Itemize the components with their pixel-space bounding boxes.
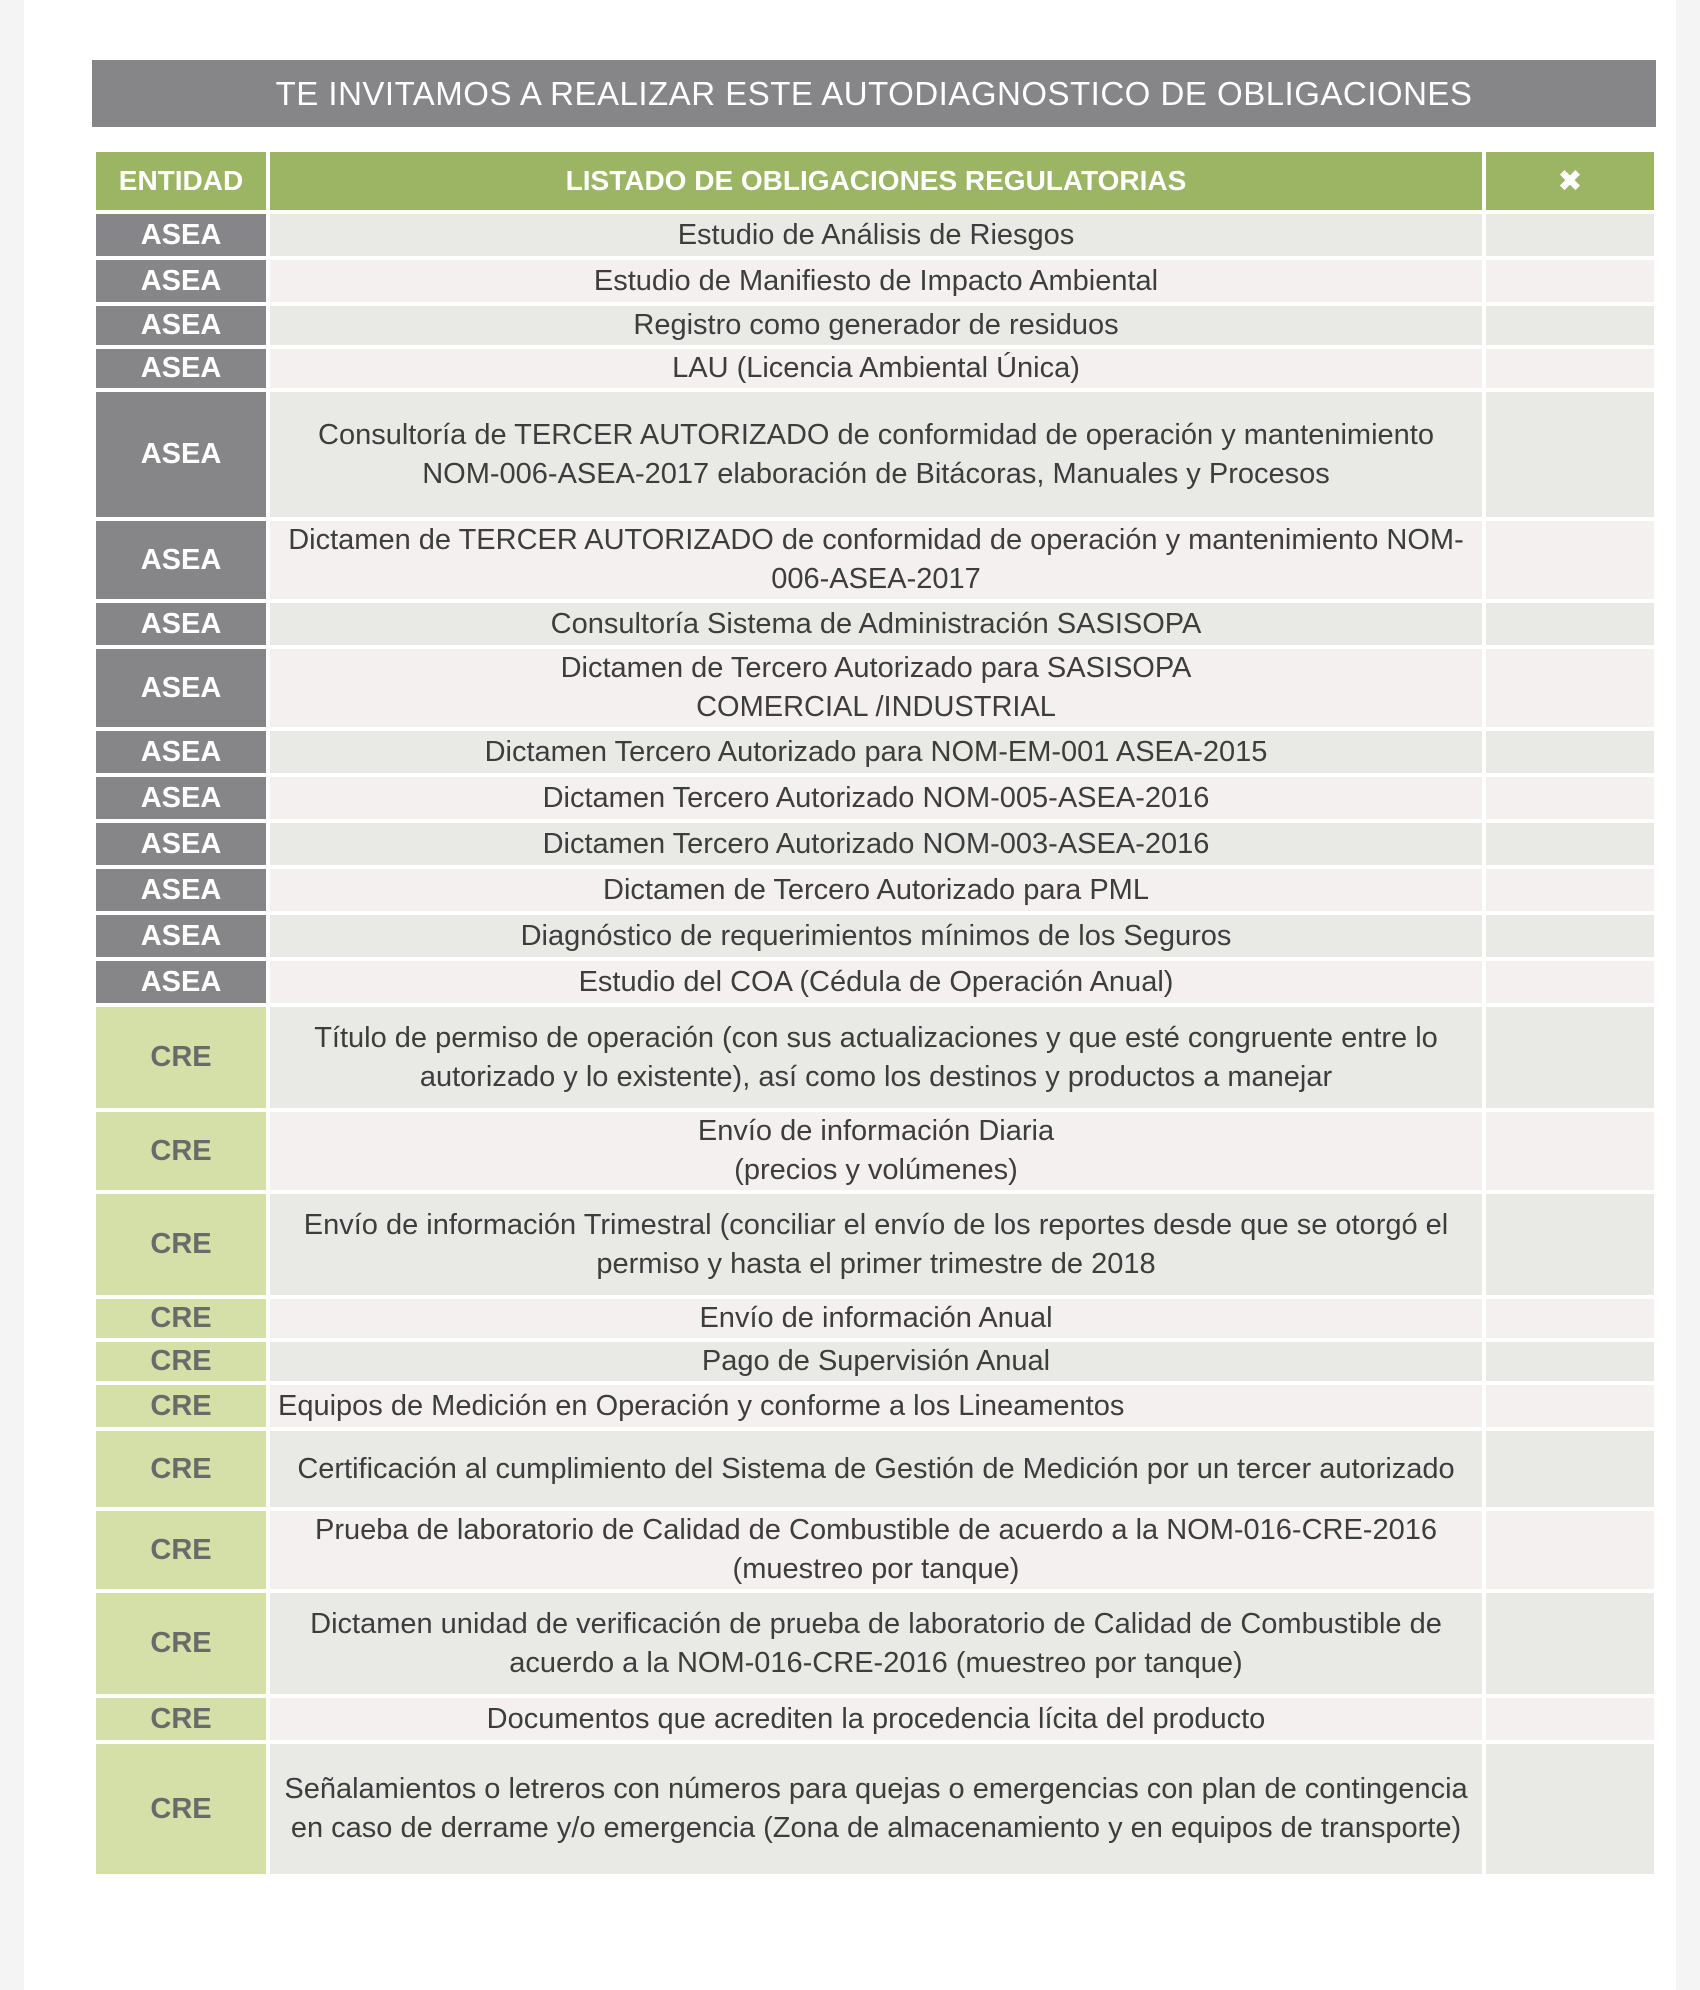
entity-cell: CRE bbox=[96, 1593, 266, 1694]
obligation-cell: Dictamen Tercero Autorizado NOM-005-ASEA-2016 bbox=[270, 777, 1482, 819]
obligation-cell: Envío de información Trimestral (conciliar el envío de los reportes desde que se otorgó el permiso y hasta el primer trimestre de 2018 bbox=[270, 1194, 1482, 1295]
header-check-icon bbox=[1486, 152, 1654, 210]
table-row bbox=[96, 731, 1654, 773]
check-cell[interactable] bbox=[1486, 1385, 1654, 1427]
table-row bbox=[96, 306, 1654, 345]
check-cell[interactable] bbox=[1486, 915, 1654, 957]
entity-cell: ASEA bbox=[96, 649, 266, 727]
entity-cell: ASEA bbox=[96, 961, 266, 1003]
obligation-cell: Estudio del COA (Cédula de Operación Anual) bbox=[270, 961, 1482, 1003]
obligation-cell: Consultoría de TERCER AUTORIZADO de conformidad de operación y mantenimiento NOM-006-ASEA-2017 elaboración de Bitácoras, Manuales y Procesos bbox=[270, 392, 1482, 517]
entity-cell: CRE bbox=[96, 1511, 266, 1589]
table-row bbox=[96, 1744, 1654, 1874]
banner-title: TE INVITAMOS A REALIZAR ESTE AUTODIAGNOSTICO DE OBLIGACIONES bbox=[275, 74, 1473, 112]
table-row bbox=[96, 649, 1654, 727]
table-row bbox=[96, 603, 1654, 645]
entity-cell: ASEA bbox=[96, 214, 266, 256]
page-banner bbox=[92, 60, 1656, 127]
obligation-cell: Envío de información Anual bbox=[270, 1299, 1482, 1338]
entity-cell: ASEA bbox=[96, 392, 266, 517]
table-row bbox=[96, 1698, 1654, 1740]
check-cell[interactable] bbox=[1486, 1194, 1654, 1295]
entity-cell: ASEA bbox=[96, 306, 266, 345]
obligation-cell: Documentos que acrediten la procedencia lícita del producto bbox=[270, 1698, 1482, 1740]
check-cell[interactable] bbox=[1486, 823, 1654, 865]
obligation-cell: Dictamen Tercero Autorizado para NOM-EM-001 ASEA-2015 bbox=[270, 731, 1482, 773]
check-cell[interactable] bbox=[1486, 1007, 1654, 1108]
table-row bbox=[96, 1112, 1654, 1190]
entity-cell: CRE bbox=[96, 1431, 266, 1507]
check-cell[interactable] bbox=[1486, 1431, 1654, 1507]
check-cell[interactable] bbox=[1486, 521, 1654, 599]
table-row bbox=[96, 1385, 1654, 1427]
entity-cell: ASEA bbox=[96, 777, 266, 819]
entity-cell: ASEA bbox=[96, 603, 266, 645]
header-entity: ENTIDAD bbox=[96, 152, 266, 210]
entity-cell: ASEA bbox=[96, 521, 266, 599]
obligation-cell: Dictamen unidad de verificación de prueba de laboratorio de Calidad de Combustible de acuerdo a la NOM-016-CRE-2016 (muestreo por tanque) bbox=[270, 1593, 1482, 1694]
table-row bbox=[96, 961, 1654, 1003]
table-row bbox=[96, 1007, 1654, 1108]
check-cell[interactable] bbox=[1486, 392, 1654, 517]
entity-cell: ASEA bbox=[96, 731, 266, 773]
check-cell[interactable] bbox=[1486, 349, 1654, 388]
check-cell[interactable] bbox=[1486, 1342, 1654, 1381]
entity-cell: CRE bbox=[96, 1194, 266, 1295]
entity-cell: CRE bbox=[96, 1299, 266, 1338]
check-cell[interactable] bbox=[1486, 777, 1654, 819]
check-cell[interactable] bbox=[1486, 1744, 1654, 1874]
page bbox=[24, 0, 1676, 1990]
obligation-cell: Pago de Supervisión Anual bbox=[270, 1342, 1482, 1381]
table-row bbox=[96, 869, 1654, 911]
obligation-cell: Dictamen de TERCER AUTORIZADO de conformidad de operación y mantenimiento NOM-006-ASEA-2017 bbox=[270, 521, 1482, 599]
obligation-cell: Envío de información Diaria (precios y volúmenes) bbox=[270, 1112, 1482, 1190]
check-cell[interactable] bbox=[1486, 1593, 1654, 1694]
entity-cell: ASEA bbox=[96, 349, 266, 388]
entity-cell: CRE bbox=[96, 1007, 266, 1108]
obligation-cell: Estudio de Manifiesto de Impacto Ambiental bbox=[270, 260, 1482, 302]
obligation-cell: Certificación al cumplimiento del Sistema de Gestión de Medición por un tercer autorizado bbox=[270, 1431, 1482, 1507]
check-cell[interactable] bbox=[1486, 1299, 1654, 1338]
table-row bbox=[96, 1593, 1654, 1694]
obligation-cell: Estudio de Análisis de Riesgos bbox=[270, 214, 1482, 256]
x-mark-icon: ✖ bbox=[1557, 164, 1583, 198]
entity-cell: CRE bbox=[96, 1744, 266, 1874]
header-obligations: LISTADO DE OBLIGACIONES REGULATORIAS bbox=[270, 152, 1482, 210]
table-body bbox=[96, 214, 1654, 1874]
table-row bbox=[96, 1194, 1654, 1295]
obligation-cell: Dictamen de Tercero Autorizado para SASISOPA COMERCIAL /INDUSTRIAL bbox=[270, 649, 1482, 727]
table-header-row bbox=[96, 152, 1654, 210]
check-cell[interactable] bbox=[1486, 961, 1654, 1003]
table-row bbox=[96, 1511, 1654, 1589]
obligation-cell: Dictamen de Tercero Autorizado para PML bbox=[270, 869, 1482, 911]
entity-cell: CRE bbox=[96, 1112, 266, 1190]
entity-cell: ASEA bbox=[96, 915, 266, 957]
entity-cell: CRE bbox=[96, 1698, 266, 1740]
obligation-cell: Registro como generador de residuos bbox=[270, 306, 1482, 345]
obligation-cell: Señalamientos o letreros con números para quejas o emergencias con plan de contingencia en caso de derrame y/o emergencia (Zona de almacenamiento y en equipos de transporte) bbox=[270, 1744, 1482, 1874]
table-row bbox=[96, 349, 1654, 388]
obligation-cell: Dictamen Tercero Autorizado NOM-003-ASEA-2016 bbox=[270, 823, 1482, 865]
obligation-cell: LAU (Licencia Ambiental Única) bbox=[270, 349, 1482, 388]
obligation-cell: Diagnóstico de requerimientos mínimos de los Seguros bbox=[270, 915, 1482, 957]
table-row bbox=[96, 521, 1654, 599]
entity-cell: CRE bbox=[96, 1385, 266, 1427]
table-row bbox=[96, 1299, 1654, 1338]
check-cell[interactable] bbox=[1486, 1698, 1654, 1740]
entity-cell: CRE bbox=[96, 1342, 266, 1381]
table-row bbox=[96, 392, 1654, 517]
check-cell[interactable] bbox=[1486, 260, 1654, 302]
table-row bbox=[96, 777, 1654, 819]
check-cell[interactable] bbox=[1486, 869, 1654, 911]
check-cell[interactable] bbox=[1486, 306, 1654, 345]
check-cell[interactable] bbox=[1486, 649, 1654, 727]
table-row bbox=[96, 823, 1654, 865]
entity-cell: ASEA bbox=[96, 260, 266, 302]
obligation-cell: Título de permiso de operación (con sus actualizaciones y que esté congruente entre lo autorizado y lo existente), así como los destinos y productos a manejar bbox=[270, 1007, 1482, 1108]
obligations-table bbox=[92, 148, 1658, 1878]
obligation-cell: Consultoría Sistema de Administración SASISOPA bbox=[270, 603, 1482, 645]
table-row bbox=[96, 214, 1654, 256]
table-row bbox=[96, 260, 1654, 302]
obligation-cell: Prueba de laboratorio de Calidad de Combustible de acuerdo a la NOM-016-CRE-2016 (muestreo por tanque) bbox=[270, 1511, 1482, 1589]
obligation-cell: Equipos de Medición en Operación y conforme a los Lineamentos bbox=[270, 1385, 1482, 1427]
check-cell[interactable] bbox=[1486, 1112, 1654, 1190]
entity-cell: ASEA bbox=[96, 823, 266, 865]
table-row bbox=[96, 1342, 1654, 1381]
check-cell[interactable] bbox=[1486, 603, 1654, 645]
check-cell[interactable] bbox=[1486, 214, 1654, 256]
entity-cell: ASEA bbox=[96, 869, 266, 911]
table-row bbox=[96, 915, 1654, 957]
check-cell[interactable] bbox=[1486, 1511, 1654, 1589]
check-cell[interactable] bbox=[1486, 731, 1654, 773]
table-row bbox=[96, 1431, 1654, 1507]
